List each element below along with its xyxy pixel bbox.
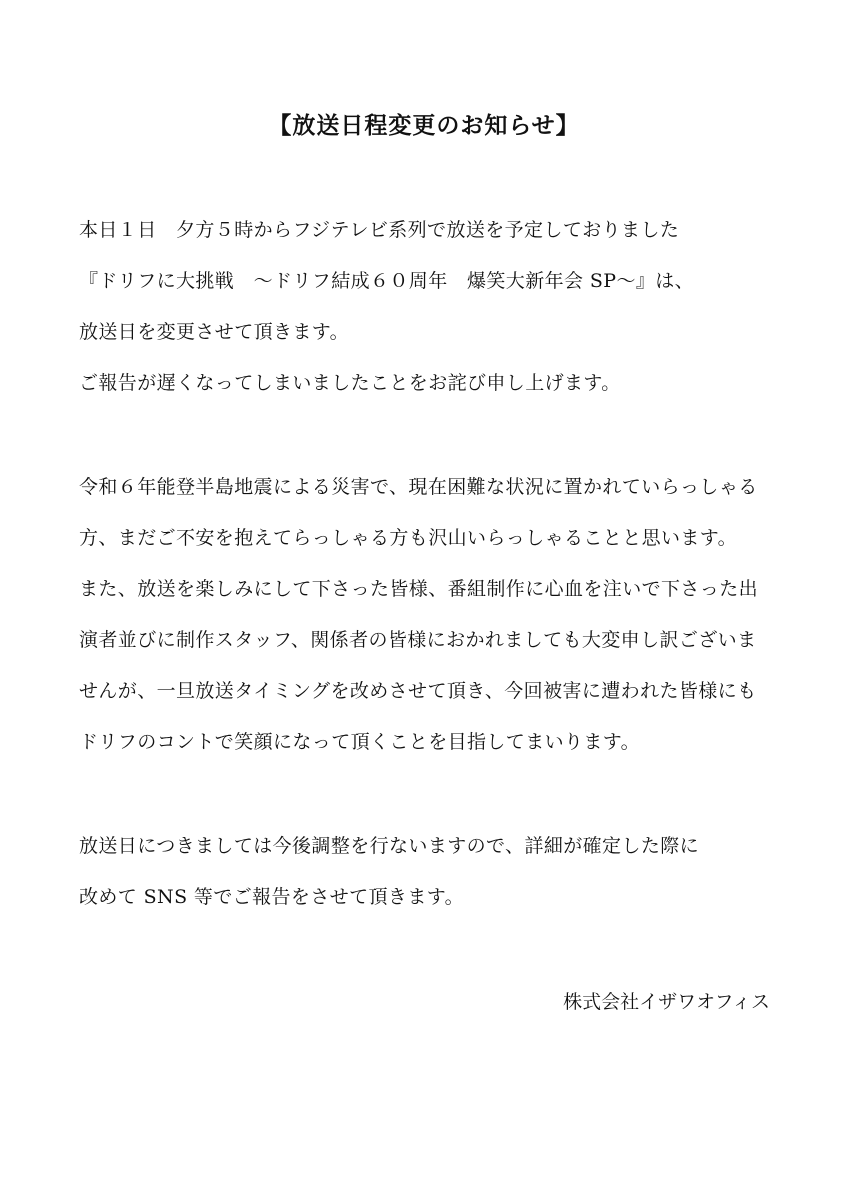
text-line: 放送日を変更させて頂きます。 <box>79 321 350 343</box>
text-line: 放送日につきましては今後調整を行ないますので、詳細が確定した際に <box>79 835 700 857</box>
text-line: 令和６年能登半島地震による災害で、現在困難な状況に置かれていらっしゃる <box>79 476 758 498</box>
company-signature: 株式会社イザワオフィス <box>563 991 770 1013</box>
paragraph-future-announcement <box>79 821 779 923</box>
text-line: せんが、一旦放送タイミングを改めさせて頂き、今回被害に遭われた皆様にも <box>79 680 757 702</box>
text-line: 本日１日 夕方５時からフジテレビ系列で放送を予定しておりました <box>79 219 680 241</box>
notice-title: 【放送日程変更のお知らせ】 <box>268 112 580 139</box>
text-line: 方、まだご不安を抱えてらっしゃる方も沢山いらっしゃることと思います。 <box>79 527 738 549</box>
paragraph-broadcast-change <box>79 205 779 409</box>
text-line: ドリフのコントで笑顔になって頂くことを目指してまいります。 <box>79 731 641 753</box>
paragraph-disaster-message <box>79 462 779 768</box>
text-line: 『ドリフに大挑戦 〜ドリフ結成６０周年 爆笑大新年会 SP〜』は、 <box>79 270 695 292</box>
text-line: ご報告が遅くなってしまいましたことをお詫び申し上げます。 <box>79 372 621 394</box>
text-line: また、放送を楽しみにして下さった皆様、番組制作に心血を注いで下さった出 <box>79 578 759 600</box>
text-line: 演者並びに制作スタッフ、関係者の皆様におかれましても大変申し訳ございま <box>79 629 757 651</box>
text-line: 改めて SNS 等でご報告をさせて頂きます。 <box>79 886 465 908</box>
